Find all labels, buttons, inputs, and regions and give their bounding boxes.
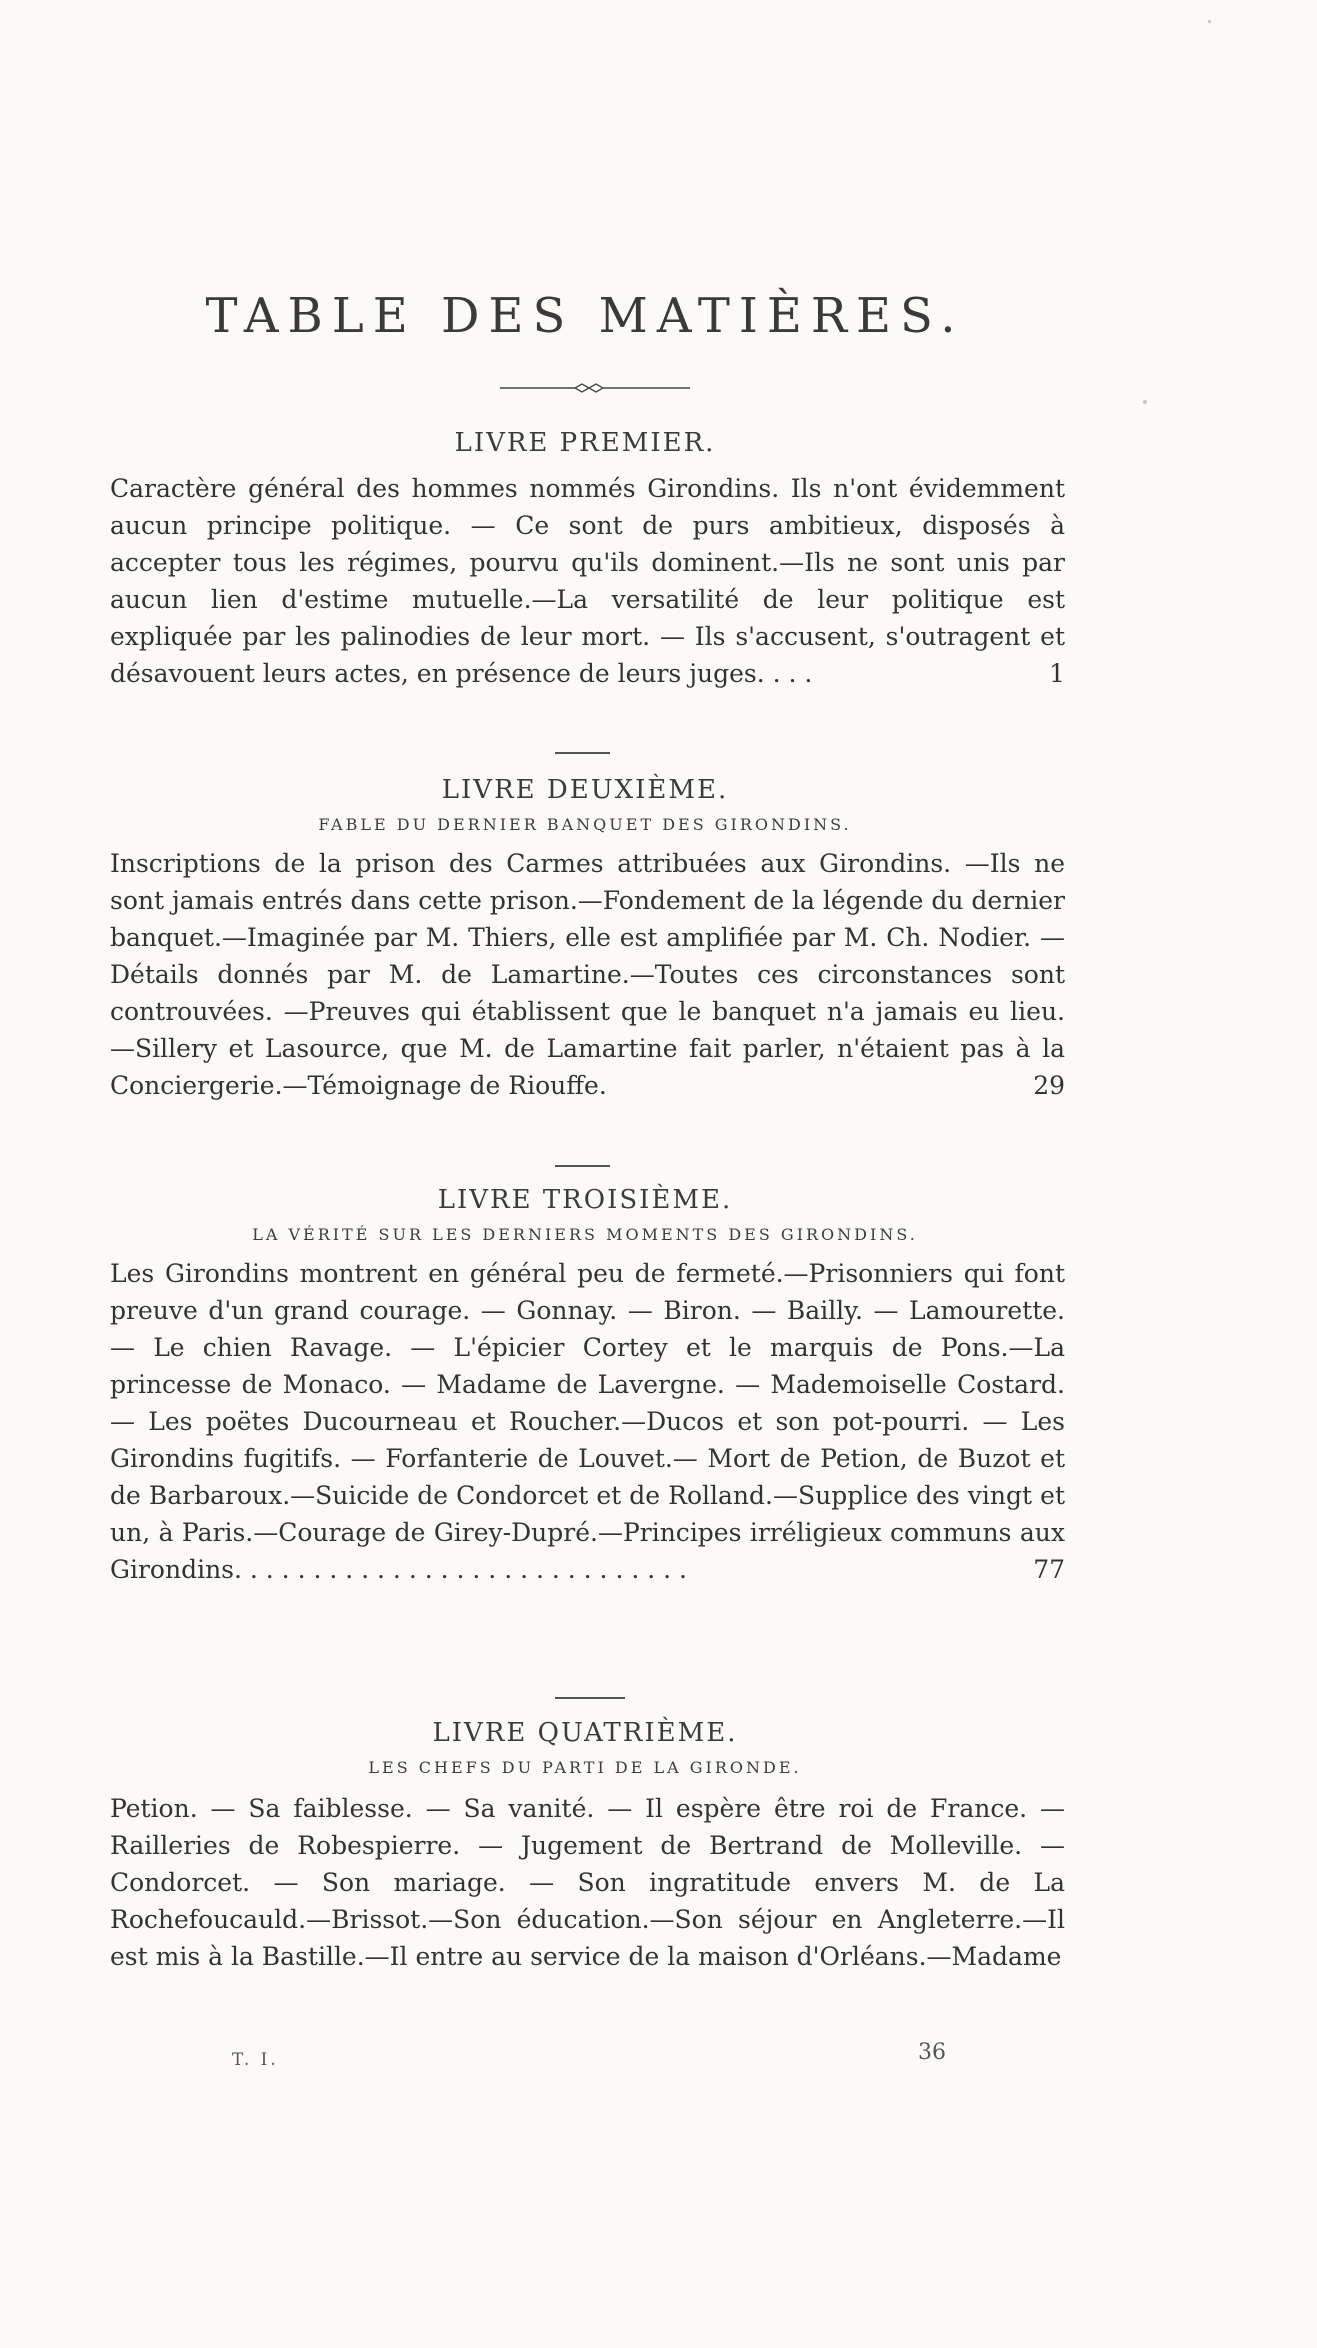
section-divider bbox=[555, 1697, 625, 1699]
section-divider bbox=[555, 1165, 610, 1167]
section-heading-livre-deuxieme: LIVRE DEUXIÈME. bbox=[441, 775, 729, 805]
section-text-livre-troisieme bbox=[110, 1255, 1065, 1588]
page-number: 77 bbox=[1033, 1555, 1065, 1584]
paper-speck bbox=[1208, 20, 1211, 23]
section-heading-livre-quatrieme: LIVRE QUATRIÈME. bbox=[432, 1718, 738, 1748]
section-heading-livre-troisieme: LIVRE TROISIÈME. bbox=[437, 1185, 733, 1215]
section-text-livre-deuxieme bbox=[110, 845, 1065, 1104]
section-text-livre-premier bbox=[110, 470, 1065, 692]
footer-signature: 36 bbox=[918, 2040, 946, 2065]
section-subtitle-livre-quatrieme: LES CHEFS DU PARTI DE LA GIRONDE. bbox=[368, 1758, 802, 1777]
section-summary: Inscriptions de la prison des Carmes attribuées aux Girondins. —Ils ne sont jamais entrés dans cette prison.—Fondement de la légende du dernier banquet.—Imaginée par M. Thiers, elle est amplifiée par M. Ch. Nodier. —Détails donnés par M. de Lamartine.—Toutes ces circonstances sont controuvées. —Preuves qui établissent que le banquet n'a jamais eu lieu. —Sillery et Lasource, que M. de Lamartine fait parler, n'étaient pas à la Conciergerie.—Témoignage de Riouffe. bbox=[110, 849, 1065, 1100]
page-number: 29 bbox=[1033, 1071, 1065, 1100]
section-summary: Petion. — Sa faiblesse. — Sa vanité. — Il espère être roi de France. — Railleries de Robespierre. — Jugement de Bertrand de Molleville. — Condorcet. — Son mariage. — Son ingratitude envers M. de La Rochefoucauld.—Brissot.—Son éducation.—Son séjour en Angleterre.—Il est mis à la Bastille.—Il entre au service de la maison d'Orléans.—Madame bbox=[110, 1794, 1065, 1971]
section-summary: Les Girondins montrent en général peu de fermeté.—Prisonniers qui font preuve d'un grand courage. — Gonnay. — Biron. — Bailly. — Lamourette. — Le chien Ravage. — L'épicier Cortey et le marquis de Pons.—La princesse de Monaco. — Madame de Lavergne. — Mademoiselle Costard. — Les poëtes Ducourneau et Roucher.—Ducos et son pot-pourri. — Les Girondins fugitifs. — Forfanterie de Louvet.— Mort de Petion, de Buzot et de Barbaroux.—Suicide de Condorcet et de Rolland.—Supplice des vingt et un, à Paris.—Courage de Girey-Dupré.—Principes irréligieux communs aux Girondins. . . . . . . . . . . . . . . . . . . . . . . . . . . . . bbox=[110, 1259, 1065, 1584]
paper-speck bbox=[1143, 400, 1147, 404]
section-heading-livre-premier: LIVRE PREMIER. bbox=[454, 428, 716, 458]
footer-volume: T. I. bbox=[232, 2050, 279, 2070]
section-subtitle-livre-deuxieme: FABLE DU DERNIER BANQUET DES GIRONDINS. bbox=[318, 815, 852, 834]
section-summary: Caractère général des hommes nommés Girondins. Ils n'ont évidemment aucun principe politique. — Ce sont de purs ambitieux, disposés à accepter tous les régimes, pourvu qu'ils dominent.—Ils ne sont unis par aucun lien d'estime mutuelle.—La versatilité de leur politique est expliquée par les palinodies de leur mort. — Ils s'accusent, s'outragent et désavouent leurs actes, en présence de leurs juges. . . . bbox=[110, 474, 1065, 688]
page-title: TABLE DES MATIÈRES. bbox=[205, 288, 965, 344]
section-divider bbox=[555, 752, 610, 754]
title-ornament bbox=[500, 382, 690, 394]
section-subtitle-livre-troisieme: LA VÉRITÉ SUR LES DERNIERS MOMENTS DES GIRONDINS. bbox=[252, 1225, 918, 1244]
page-number: 1 bbox=[1049, 659, 1065, 688]
section-text-livre-quatrieme bbox=[110, 1790, 1065, 1975]
